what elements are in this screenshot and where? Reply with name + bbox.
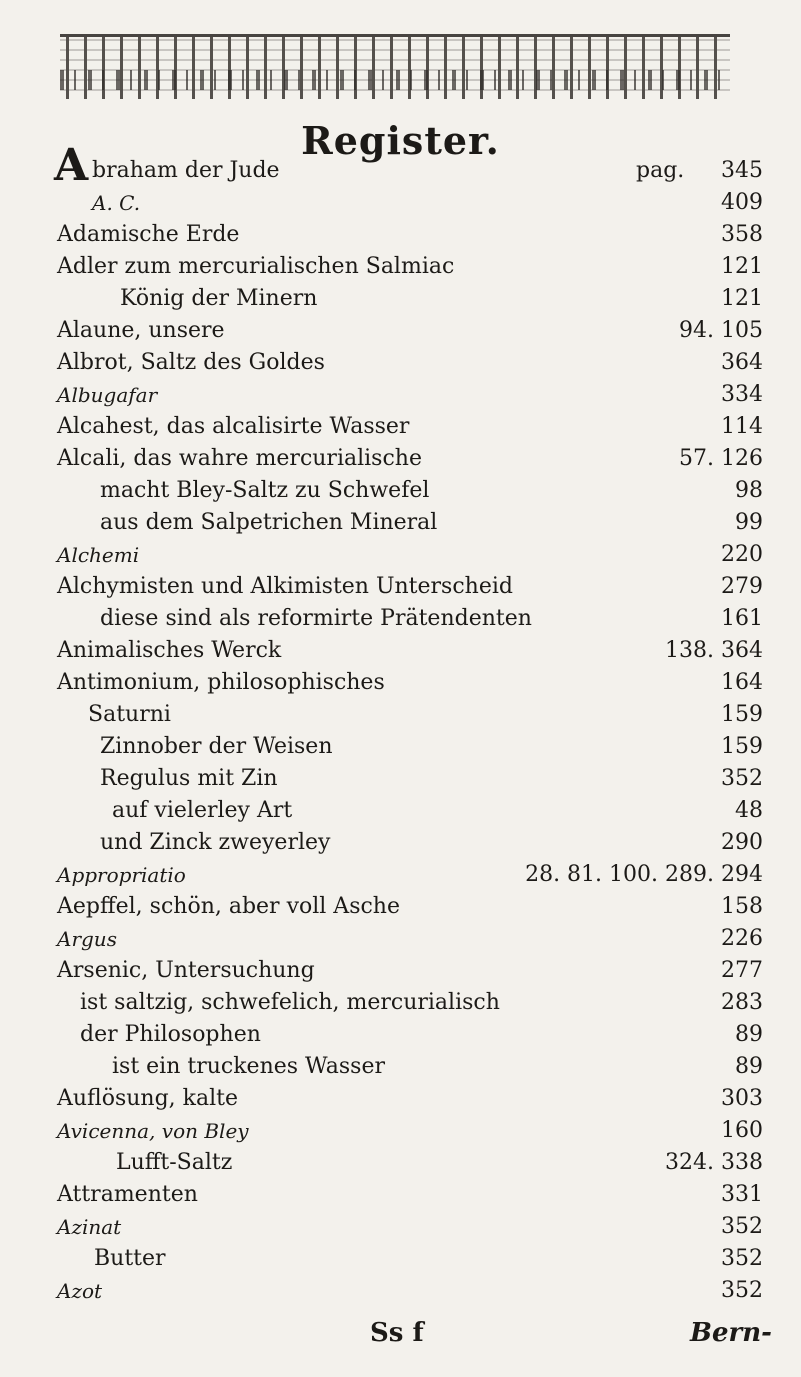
entry-label: König der Minern (120, 286, 318, 311)
entry-pages: 121 (721, 254, 763, 279)
entry-pages: 158 (721, 894, 763, 919)
entry-pages: 159 (721, 702, 763, 727)
entry-row (0, 698, 801, 732)
entry-row (0, 538, 801, 572)
entry-label: A. C. (92, 191, 141, 215)
page-prefix: pag. (636, 158, 685, 183)
entry-row (0, 1242, 801, 1276)
entry-pages: 114 (721, 414, 763, 439)
entry-row (0, 666, 801, 700)
page-title: Register. (301, 118, 500, 163)
entry-pages: 352 (721, 766, 763, 791)
entry-pages: 324. 338 (665, 1150, 763, 1175)
entry-row (0, 346, 801, 380)
entry-label: Avicenna, von Bley (57, 1119, 249, 1143)
entry-label: braham der Jude (92, 158, 280, 183)
entry-label: Alcali, das wahre mercurialische (57, 446, 422, 471)
entry-row (0, 442, 801, 476)
entry-pages: 358 (721, 222, 763, 247)
entry-pages: 138. 364 (665, 638, 763, 663)
entry-row (0, 506, 801, 540)
entry-label: Arsenic, Untersuchung (57, 958, 315, 983)
entry-row (0, 762, 801, 796)
entry-label: Regulus mit Zin (100, 766, 278, 791)
entry-label: Aepffel, schön, aber voll Asche (57, 894, 400, 919)
entry-row (0, 1114, 801, 1148)
entry-row (0, 570, 801, 604)
entry-row (0, 1018, 801, 1052)
entry-row (0, 634, 801, 668)
entry-label: der Philosophen (80, 1022, 261, 1047)
entry-pages: 290 (721, 830, 763, 855)
entry-row (0, 1274, 801, 1308)
entry-pages: 159 (721, 734, 763, 759)
entry-pages: 121 (721, 286, 763, 311)
entry-row (0, 186, 801, 220)
entry-row (0, 730, 801, 764)
entry-row (0, 954, 801, 988)
entry-label: und Zinck zweyerley (100, 830, 331, 855)
entry-pages: 98 (735, 478, 763, 503)
entry-label: Butter (94, 1246, 166, 1271)
entry-row (0, 250, 801, 284)
entry-row (0, 986, 801, 1020)
entry-row (0, 602, 801, 636)
entry-pages: 345 (721, 158, 763, 183)
entry-row (0, 1082, 801, 1116)
entry-row (0, 1146, 801, 1180)
entry-row (0, 218, 801, 252)
entry-pages: 352 (721, 1214, 763, 1239)
entry-pages: 48 (735, 798, 763, 823)
entry-label: macht Bley-Saltz zu Schwefel (100, 478, 430, 503)
entry-pages: 161 (721, 606, 763, 631)
entry-label: Lufft-Saltz (116, 1150, 233, 1175)
entry-label: ist ein truckenes Wasser (112, 1054, 385, 1079)
entry-label: auf vielerley Art (112, 798, 293, 823)
entry-label: Saturni (88, 702, 171, 727)
entry-pages: 277 (721, 958, 763, 983)
entry-pages: 364 (721, 350, 763, 375)
entry-pages: 28. 81. 100. 289. 294 (525, 862, 763, 887)
entry-label: Zinnober der Weisen (100, 734, 333, 759)
entry-label: Adler zum mercurialischen Salmiac (57, 254, 455, 279)
entry-pages: 99 (735, 510, 763, 535)
entry-label: Argus (57, 927, 117, 951)
entry-pages: 303 (721, 1086, 763, 1111)
catchword: Bern- (690, 1318, 772, 1348)
entry-label: ist saltzig, schwefelich, mercurialisch (80, 990, 500, 1015)
entry-pages: 89 (735, 1054, 763, 1079)
entry-row (0, 794, 801, 828)
entry-label: Albrot, Saltz des Goldes (57, 350, 325, 375)
entry-label: Azinat (57, 1215, 122, 1239)
entry-pages: 352 (721, 1278, 763, 1303)
entry-pages: 352 (721, 1246, 763, 1271)
entry-pages: 334 (721, 382, 763, 407)
entry-row (0, 314, 801, 348)
entry-row (0, 474, 801, 508)
entry-pages: 409 (721, 190, 763, 215)
entry-row (0, 378, 801, 412)
entry-row (0, 410, 801, 444)
entry-row (0, 826, 801, 860)
entry-pages: 57. 126 (679, 446, 763, 471)
entry-row (0, 890, 801, 924)
initial-letter: A (54, 140, 89, 191)
entry-label: Antimonium, philosophisches (57, 670, 385, 695)
entry-pages: 89 (735, 1022, 763, 1047)
entry-pages: 331 (721, 1182, 763, 1207)
entry-pages: 164 (721, 670, 763, 695)
entry-row (0, 858, 801, 892)
entry-pages: 279 (721, 574, 763, 599)
entry-row (0, 1050, 801, 1084)
entry-label: Appropriatio (57, 863, 186, 887)
entry-label: Attramenten (57, 1182, 198, 1207)
entry-label: Alchymisten und Alkimisten Unterscheid (57, 574, 513, 599)
entry-label: aus dem Salpetrichen Mineral (100, 510, 438, 535)
entry-pages: 220 (721, 542, 763, 567)
entry-row (0, 1210, 801, 1244)
entry-label: Alcahest, das alcalisirte Wasser (57, 414, 410, 439)
entry-label: diese sind als reformirte Prätendenten (100, 606, 532, 631)
entry-row (0, 1178, 801, 1212)
entry-label: Animalisches Werck (57, 638, 282, 663)
signature-mark: Ss f (370, 1318, 424, 1348)
entry-label: Alaune, unsere (57, 318, 225, 343)
entry-label: Albugafar (57, 383, 158, 407)
entry-row (0, 922, 801, 956)
entry-label: Azot (57, 1279, 103, 1303)
entry-label: Alchemi (57, 543, 140, 567)
entry-label: Adamische Erde (57, 222, 240, 247)
entry-pages: 283 (721, 990, 763, 1015)
entry-pages: 226 (721, 926, 763, 951)
entry-pages: 94. 105 (679, 318, 763, 343)
entry-pages: 160 (721, 1118, 763, 1143)
entry-row (0, 282, 801, 316)
entry-label: Auflösung, kalte (57, 1086, 239, 1111)
